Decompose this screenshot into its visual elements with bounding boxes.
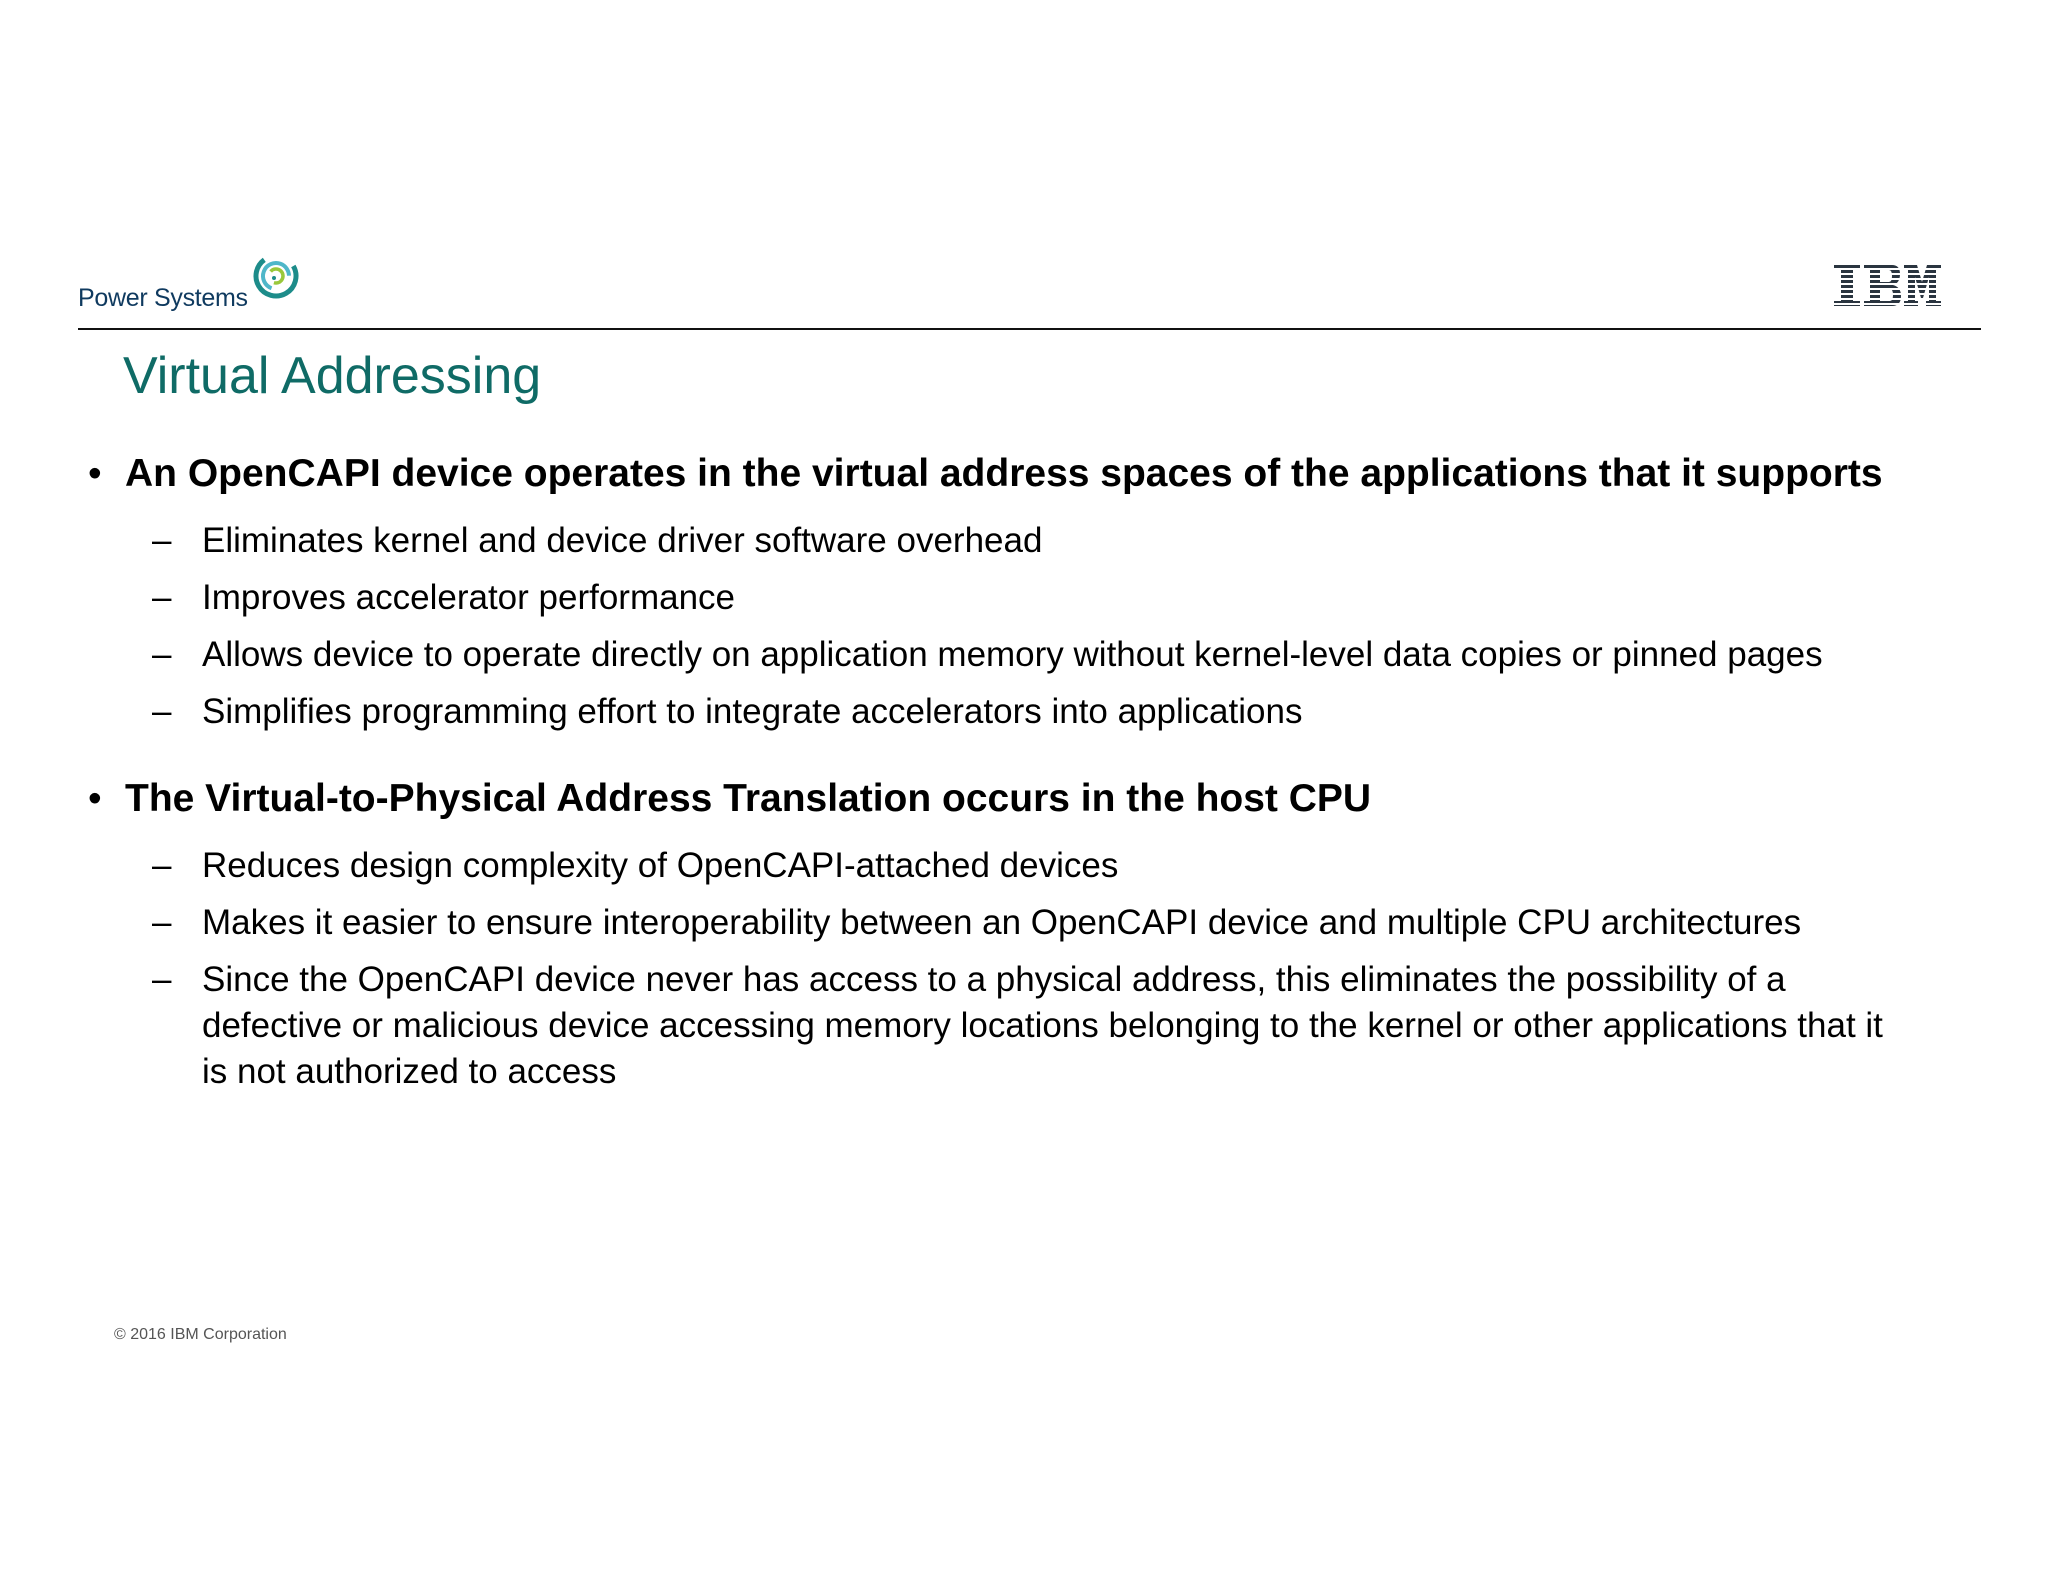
bullet-point	[78, 773, 1958, 825]
sub-item	[78, 957, 1883, 1095]
sub-item	[78, 689, 1883, 735]
bullet-marker: •	[88, 452, 102, 495]
sub-item	[78, 518, 1883, 564]
copyright-footer: © 2016 IBM Corporation	[114, 1326, 287, 1343]
dash-marker: –	[152, 578, 172, 617]
sub-item-text: Since the OpenCAPI device never has access to a physical address, this eliminates the possibility of a defective or malicious device accessing memory locations belonging to the kernel or other applications that it is not authorized to access	[202, 960, 1883, 1091]
sub-item-text: Makes it easier to ensure interoperability between an OpenCAPI device and multiple CPU architectures	[202, 903, 1802, 942]
section-virtual-address-spaces	[78, 448, 1958, 735]
ibm-logo-icon	[1834, 265, 1941, 306]
dash-marker: –	[152, 635, 172, 674]
bullet-point	[78, 448, 1958, 500]
sub-item	[78, 575, 1883, 621]
brand-text: Power Systems	[78, 284, 248, 312]
sub-item	[78, 843, 1883, 889]
dash-marker: –	[152, 846, 172, 885]
bullet-marker: •	[88, 777, 102, 820]
sub-item-text: Improves accelerator performance	[202, 578, 735, 617]
sub-item-text: Allows device to operate directly on application memory without kernel-level data copies or pinned pages	[202, 635, 1823, 674]
dash-marker: –	[152, 903, 172, 942]
sub-item-text: Reduces design complexity of OpenCAPI-attached devices	[202, 846, 1119, 885]
dash-marker: –	[152, 692, 172, 731]
slide-title: Virtual Addressing	[123, 347, 542, 405]
sub-item	[78, 632, 1883, 678]
section-address-translation	[78, 773, 1958, 1095]
dash-marker: –	[152, 960, 172, 999]
slide-content	[78, 448, 1958, 1133]
sub-item-text: Eliminates kernel and device driver software overhead	[202, 521, 1043, 560]
power-systems-brand	[78, 252, 308, 318]
sub-item-text: Simplifies programming effort to integrate accelerators into applications	[202, 692, 1303, 731]
power-systems-swirl-icon	[252, 252, 300, 300]
bullet-text: The Virtual-to-Physical Address Translation occurs in the host CPU	[125, 777, 1372, 820]
sub-item	[78, 900, 1883, 946]
header-divider	[78, 328, 1981, 330]
bullet-text: An OpenCAPI device operates in the virtual address spaces of the applications that it supports	[125, 452, 1883, 495]
dash-marker: –	[152, 521, 172, 560]
